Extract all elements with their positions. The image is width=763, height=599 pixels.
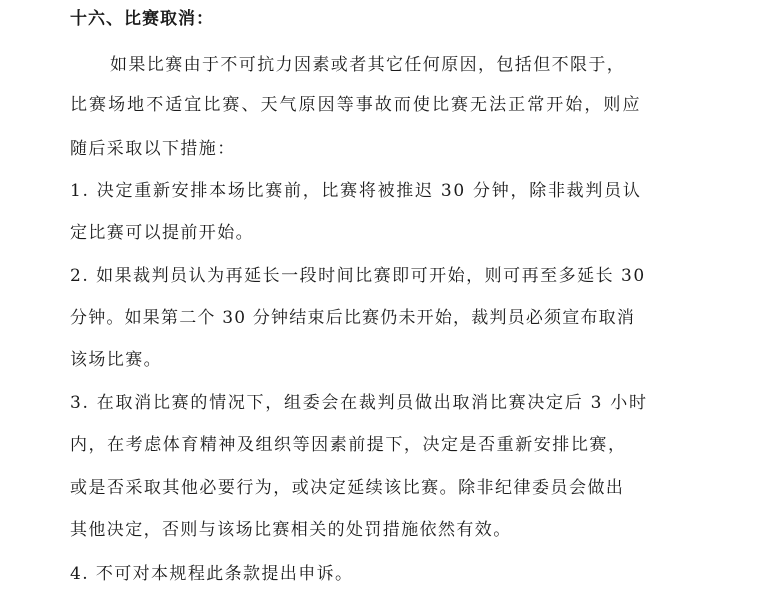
rule-item-1-line: 定比赛可以提前开始。 <box>70 223 254 243</box>
rule-item-2-line: 2. 如果裁判员认为再延长一段时间比赛即可开始，则可再至多延长 30 <box>70 266 646 286</box>
intro-line: 随后采取以下措施： <box>70 139 236 159</box>
rule-item-3-line: 3. 在取消比赛的情况下，组委会在裁判员做出取消比赛决定后 3 小时 <box>70 393 648 413</box>
intro-line: 比赛场地不适宜比赛、天气原因等事故而使比赛无法正常开始，则应 <box>70 95 642 115</box>
rule-item-3-line: 其他决定，否则与该场比赛相关的处罚措施依然有效。 <box>70 520 512 540</box>
section-heading: 十六、比赛取消： <box>70 9 214 29</box>
rule-item-1-line: 1. 决定重新安排本场比赛前，比赛将被推迟 30 分钟，除非裁判员认 <box>70 181 642 201</box>
rule-item-3-line: 内，在考虑体育精神及组织等因素前提下，决定是否重新安排比赛， <box>70 435 627 455</box>
rule-item-2-line: 该场比赛。 <box>70 350 162 370</box>
intro-line: 如果比赛由于不可抗力因素或者其它任何原因，包括但不限于， <box>110 55 626 75</box>
rule-item-2-line: 分钟。如果第二个 30 分钟结束后比赛仍未开始，裁判员必须宣布取消 <box>70 308 636 328</box>
rule-item-4-line: 4. 不可对本规程此条款提出申诉。 <box>70 564 354 584</box>
rule-item-3-line: 或是否采取其他必要行为，或决定延续该比赛。除非纪律委员会做出 <box>70 478 625 498</box>
